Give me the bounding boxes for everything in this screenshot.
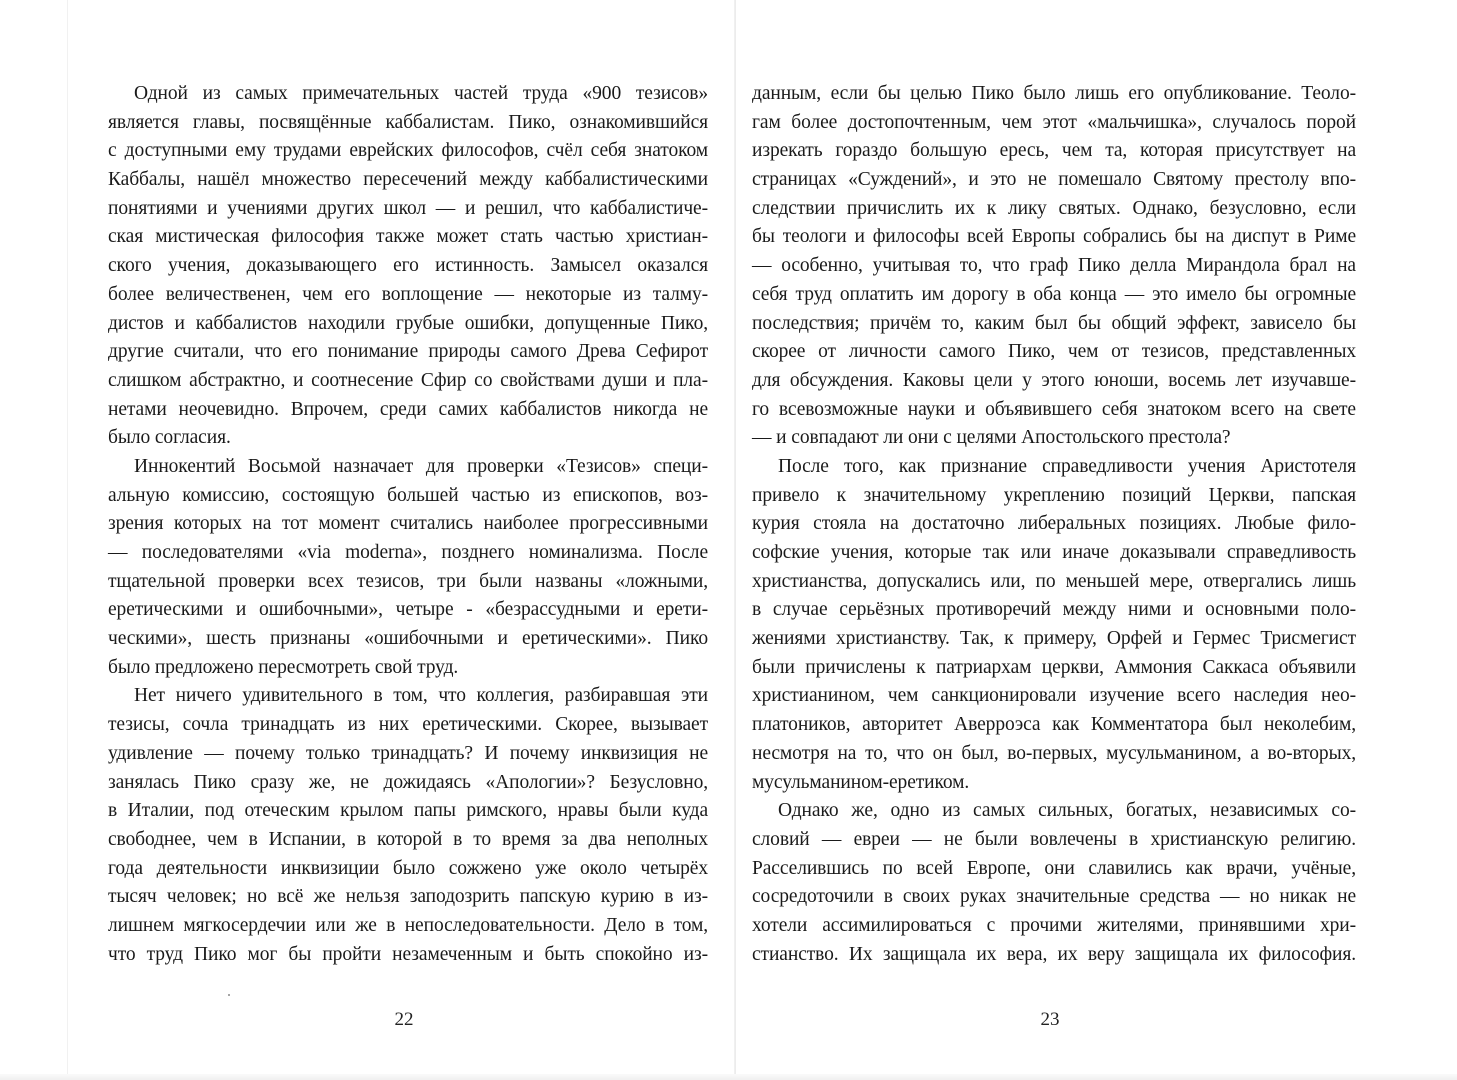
text-line: изрекать гораздо большую ересь, чем та, которая присутствует на xyxy=(752,140,1356,162)
text-line: нетами неочевидно. Впрочем, среди самих каббалистов никогда не xyxy=(108,398,708,420)
text-line: — последователями «via moderna», позднего номинализма. После xyxy=(108,542,708,563)
left-page-text xyxy=(108,80,708,969)
page-number-left: 22 xyxy=(394,1009,414,1030)
text-line: курия стояла на достаточно либеральных позициях. Любые фило- xyxy=(752,513,1356,535)
page-edge-line xyxy=(67,0,68,1080)
text-line: стианство. Их защищала их вера, их веру защищала их философия. xyxy=(752,943,1356,965)
text-line: данным, если бы целью Пико было лишь его опубликование. Теоло- xyxy=(752,83,1356,104)
text-line: тысяч человек; но всё же нельзя заподозрить папскую курию в из- xyxy=(108,886,708,908)
text-line: Каббалы, нашёл множество пересечений между каббалистическими xyxy=(108,169,708,191)
text-line: дистов и каббалистов находили грубые ошибки, допущенные Пико, xyxy=(108,312,708,334)
text-line: следствии причислить их к лику святых. Однако, безусловно, если xyxy=(752,197,1356,219)
text-line: платоников, авторитет Аверроэса как Комментатора был неколебим, xyxy=(752,714,1356,736)
text-line: Нет ничего удивительного в том, что коллегия, разбиравшая эти xyxy=(134,685,708,707)
text-line: для обсуждения. Каковы цели у этого юноши, восемь лет изучавше- xyxy=(752,369,1356,391)
text-line: Иннокентий Восьмой назначает для проверки «Тезисов» специ- xyxy=(134,455,708,477)
text-line: зрения которых на тот момент считались наиболее прогрессивными xyxy=(108,513,708,535)
text-line: христианства, допускались или, по меньшей мере, отвергались лишь xyxy=(752,570,1356,592)
text-line: занялась Пико сразу же, не дожидаясь «Апологии»? Безусловно, xyxy=(108,771,708,793)
text-line: страницах «Суждений», и это не помешало Святому престолу впо- xyxy=(752,169,1356,191)
text-line: — и совпадают ли они с целями Апостольского престола? xyxy=(752,427,1231,449)
text-line: жениями христианству. Так, к примеру, Орфей и Гермес Трисмегист xyxy=(752,628,1356,650)
text-line: более величественен, чем его воплощение — некоторые из талму- xyxy=(108,283,708,305)
text-line: христианином, чем санкционировали изучение всего наследия нео- xyxy=(752,685,1356,707)
text-line: сосредоточили в своих руках значительные средства — но никак не xyxy=(752,886,1356,908)
book-gutter xyxy=(734,0,736,1080)
text-line: свободнее, чем в Испании, в которой в то время за два неполных xyxy=(108,828,708,850)
print-speck xyxy=(228,994,230,996)
text-line: другие считали, что его понимание природы самого Древа Сефирот xyxy=(108,341,708,363)
text-line: последствия; причём то, каким был бы общий эффект, зависело бы xyxy=(752,312,1356,334)
text-line: лишнем мягкосердечии или же в непоследовательности. Дело в том, xyxy=(108,914,708,936)
text-line: удивление — почему только тринадцать? И почему инквизиция не xyxy=(108,742,708,764)
text-line: было согласия. xyxy=(108,427,231,449)
text-line: бы теологи и философы всей Европы собрались бы на диспут в Риме xyxy=(752,226,1356,248)
right-page-text xyxy=(752,80,1356,969)
text-line: скорее от личности самого Пико, чем от тезисов, представленных xyxy=(752,341,1356,363)
text-line: привело к значительному укреплению позиций Церкви, папская xyxy=(752,484,1356,506)
text-line: является главы, посвящённые каббалистам. Пико, ознакомившийся xyxy=(108,111,708,133)
text-line: были причислены к патриархам церкви, Аммония Саккаса объявили xyxy=(752,656,1356,678)
text-line: в Италии, под отеческим крылом папы римского, нравы были куда xyxy=(108,800,708,822)
text-line: Однако же, одно из самых сильных, богатых, независимых со- xyxy=(778,800,1356,822)
text-line: понятиями и учениями других школ — и решил, что каббалистиче- xyxy=(108,197,708,219)
text-line: мусульманином-еретиком. xyxy=(752,771,970,793)
text-line: тезисы, сочла тринадцать из них еретическими. Скорее, вызывает xyxy=(108,714,708,736)
text-line: что труд Пико мог бы пройти незамеченным и быть спокойно из- xyxy=(108,943,708,965)
text-line: Одной из самых примечательных частей труда «900 тезисов» xyxy=(134,83,708,104)
text-line: — особенно, учитывая то, что граф Пико делла Мирандола брал на xyxy=(752,255,1356,277)
text-line: го всевозможные науки и объявившего себя знатоком всего на свете xyxy=(752,398,1356,420)
text-line: Расселившись по всей Европе, они славились как врачи, учёные, xyxy=(752,857,1356,879)
text-line: софские учения, которые так или иначе доказывали справедливость xyxy=(752,542,1356,563)
text-line: словий — евреи — не были вовлечены в христианскую религию. xyxy=(752,828,1356,850)
text-line: гам более достопочтенным, чем этот «мальчишка», случалось порой xyxy=(752,111,1356,133)
text-line: года деятельности инквизиции было сожжено уже около четырёх xyxy=(108,857,708,879)
text-line: в случае серьёзных противоречий между ними и основными поло- xyxy=(752,599,1356,621)
page-bottom-edge xyxy=(0,1074,1457,1080)
text-line: ская мистическая философия также может стать частью христиан- xyxy=(108,226,708,248)
text-line: После того, как признание справедливости учения Аристотеля xyxy=(778,455,1356,477)
text-line: еретическими и ошибочными», четыре - «безрассудными и ерети- xyxy=(108,599,708,621)
text-line: хотели ассимилироваться с прочими жителями, принявшими хри- xyxy=(752,914,1356,936)
text-line: несмотря на то, что он был, во-первых, мусульманином, а во-вторых, xyxy=(752,742,1356,764)
text-line: тщательной проверки всех тезисов, три были названы «ложными, xyxy=(108,570,708,592)
text-line: альную комиссию, состоящую большей частью из епископов, воз- xyxy=(108,484,708,506)
text-line: слишком абстрактно, и соотнесение Сфир со свойствами души и пла- xyxy=(108,369,708,391)
text-line: ского учения, доказывающего его истинность. Замысел оказался xyxy=(108,255,708,277)
text-line: себя труд оплатить им дорогу в оба конца — это имело бы огромные xyxy=(752,283,1356,305)
text-line: ческими», шесть признаны «ошибочными и еретическими». Пико xyxy=(108,628,708,650)
text-line: с доступными ему трудами еврейских философов, счёл себя знатоком xyxy=(108,140,708,162)
text-line: было предложено пересмотреть свой труд. xyxy=(108,656,459,678)
page-number-right: 23 xyxy=(1040,1009,1060,1030)
